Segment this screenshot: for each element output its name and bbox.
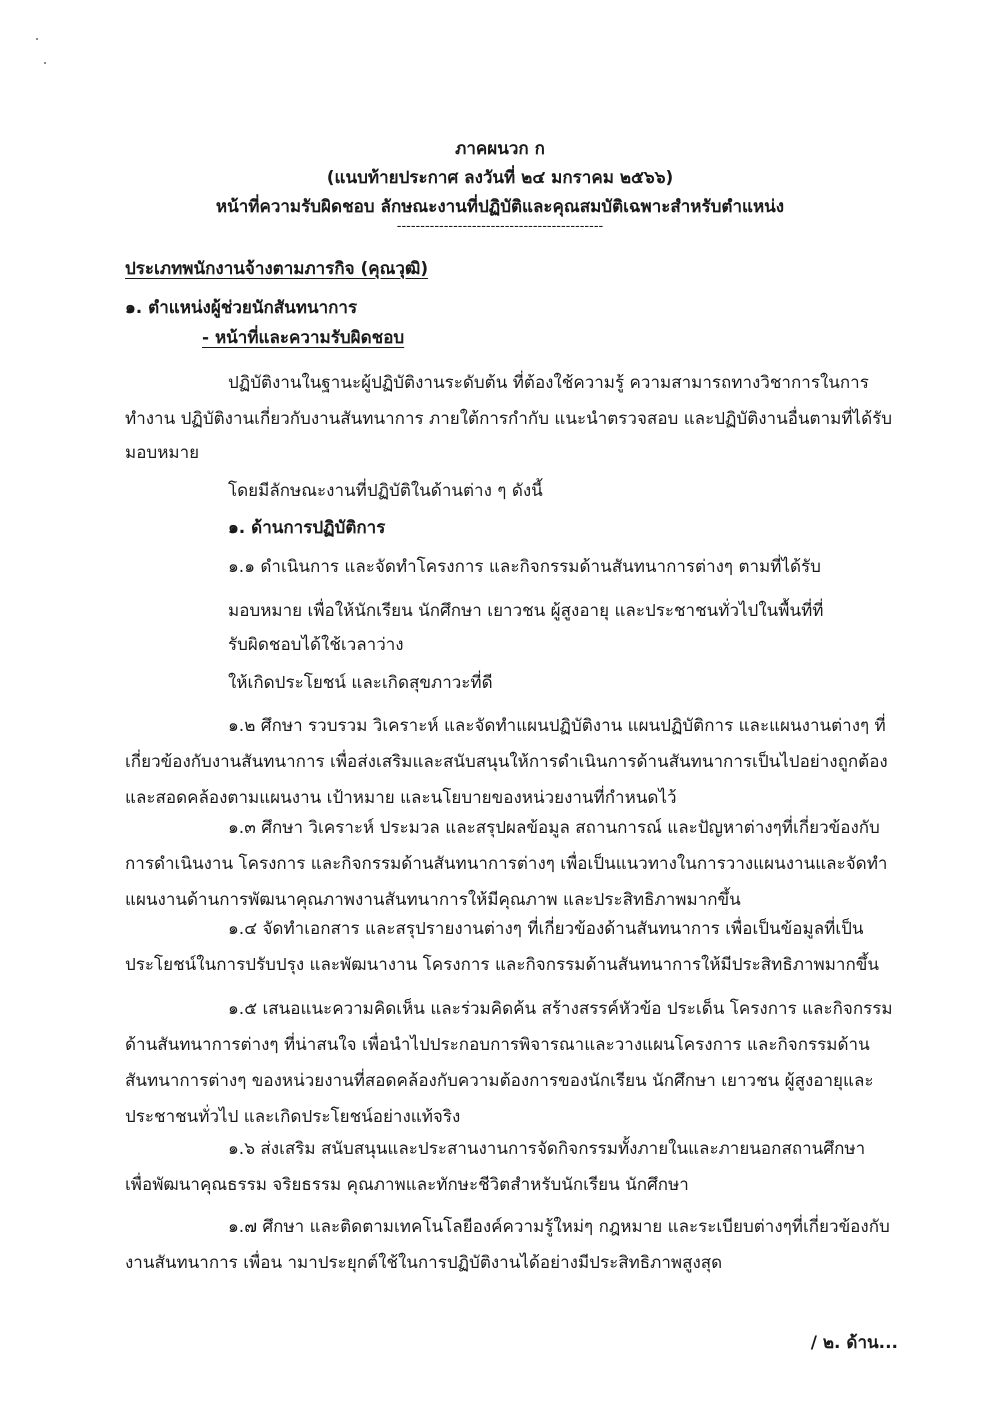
item-1-2-line: ๑.๒ ศึกษา รวบรวม วิเคราะห์ และจัดทำแผนปฏิบัติงาน แผนปฏิบัติการ และแผนงานต่างๆ ที่ — [228, 716, 886, 736]
appendix-heading: หน้าที่ความรับผิดชอบ ลักษณะงานที่ปฏิบัติและคุณสมบัติเฉพาะสำหรับตำแหน่ง — [215, 197, 785, 217]
scan-speck — [36, 38, 38, 40]
item-1-3-line: การดำเนินงาน โครงการ และกิจกรรมด้านสันทนาการต่างๆ เพื่อเป็นแนวทางในการวางแผนงานและจัดทำ — [125, 854, 888, 874]
area-heading: ๑. ด้านการปฏิบัติการ — [228, 518, 386, 538]
employee-category: ประเภทพนักงานจ้างตามภารกิจ (คุณวุฒิ) — [125, 259, 429, 279]
item-1-6-line: ๑.๖ ส่งเสริม สนับสนุนและประสานงานการจัดกิจกรรมทั้งภายในและภายนอกสถานศึกษา — [228, 1139, 866, 1159]
item-1-2-line: และสอดคล้องตามแผนงาน เป้าหมาย และนโยบายของหน่วยงานที่กำหนดไว้ — [125, 788, 677, 808]
scan-speck — [44, 62, 46, 64]
continuation-marker: / ๒. ด้าน... — [810, 1333, 898, 1353]
item-1-1-line: รับผิดชอบได้ใช้เวลาว่าง — [228, 635, 404, 655]
item-1-5-line: ประชาชนทั่วไป และเกิดประโยชน์อย่างแท้จริง — [125, 1107, 461, 1127]
item-1-1-line: ให้เกิดประโยชน์ และเกิดสุขภาวะที่ดี — [228, 673, 493, 693]
intro-line: ทำงาน ปฏิบัติงานเกี่ยวกับงานสันทนาการ ภายใต้การกำกับ แนะนำตรวจสอบ และปฏิบัติงานอื่นตามที่ได้รับ — [125, 409, 893, 429]
item-1-5-line: ด้านสันทนาการต่างๆ ที่น่าสนใจ เพื่อนำไปประกอบการพิจารณาและวางแผนโครงการ และกิจกรรมด้าน — [125, 1035, 870, 1055]
duties-heading: - หน้าที่และความรับผิดชอบ — [202, 328, 405, 348]
appendix-subtitle: (แนบท้ายประกาศ ลงวันที่ ๒๔ มกราคม ๒๕๖๖) — [326, 168, 674, 188]
item-1-2-line: เกี่ยวข้องกับงานสันทนาการ เพื่อส่งเสริมและสนับสนุนให้การดำเนินการด้านสันทนาการเป็นไปอย่างถูกต้อง — [125, 752, 888, 772]
item-1-5-line: สันทนาการต่างๆ ของหน่วยงานที่สอดคล้องกับความต้องการของนักเรียน นักศึกษา เยาวชน ผู้สูงอายุและ — [125, 1071, 874, 1091]
appendix-title: ภาคผนวก ก — [455, 139, 545, 159]
item-1-7-line: ๑.๗ ศึกษา และติดตามเทคโนโลยีองค์ความรู้ใหม่ๆ กฎหมาย และระเบียบต่างๆที่เกี่ยวข้องกับ — [228, 1217, 890, 1237]
item-1-3-line: แผนงานด้านการพัฒนาคุณภาพงานสันทนาการให้มีคุณภาพ และประสิทธิภาพมากขึ้น — [125, 890, 741, 910]
item-1-5-line: ๑.๕ เสนอแนะความคิดเห็น และร่วมคิดค้น สร้างสรรค์หัวข้อ ประเด็น โครงการ และกิจกรรม — [228, 999, 893, 1019]
intro-line: มอบหมาย — [125, 443, 200, 463]
work-intro: โดยมีลักษณะงานที่ปฏิบัติในด้านต่าง ๆ ดังนี้ — [228, 481, 543, 501]
header-divider: -------------------------------------------- — [396, 219, 604, 234]
item-1-1-line: ๑.๑ ดำเนินการ และจัดทำโครงการ และกิจกรรมด้านสันทนาการต่างๆ ตามที่ได้รับ — [228, 557, 821, 577]
intro-line: ปฏิบัติงานในฐานะผู้ปฏิบัติงานระดับต้น ที่ต้องใช้ความรู้ ความสามารถทางวิชาการในการ — [228, 373, 869, 393]
item-1-4-line: ประโยชน์ในการปรับปรุง และพัฒนางาน โครงการ และกิจกรรมด้านสันทนาการให้มีประสิทธิภาพมากขึ้น — [125, 955, 879, 975]
position-title: ๑. ตำแหน่งผู้ช่วยนักสันทนาการ — [125, 298, 358, 318]
item-1-1-line: มอบหมาย เพื่อให้นักเรียน นักศึกษา เยาวชน ผู้สูงอายุ และประชาชนทั่วไปในพื้นที่ที่ — [228, 601, 824, 621]
item-1-4-line: ๑.๔ จัดทำเอกสาร และสรุปรายงานต่างๆ ที่เกี่ยวข้องด้านสันทนาการ เพื่อเป็นข้อมูลที่เป็น — [228, 919, 864, 939]
item-1-3-line: ๑.๓ ศึกษา วิเคราะห์ ประมวล และสรุปผลข้อมูล สถานการณ์ และปัญหาต่างๆที่เกี่ยวข้องกับ — [228, 818, 880, 838]
item-1-7-line: งานสันทนาการ เพื่อน ามาประยุกต์ใช้ในการปฏิบัติงานได้อย่างมีประสิทธิภาพสูงสุด — [125, 1253, 723, 1273]
item-1-6-line: เพื่อพัฒนาคุณธรรม จริยธรรม คุณภาพและทักษะชีวิตสำหรับนักเรียน นักศึกษา — [125, 1175, 689, 1195]
